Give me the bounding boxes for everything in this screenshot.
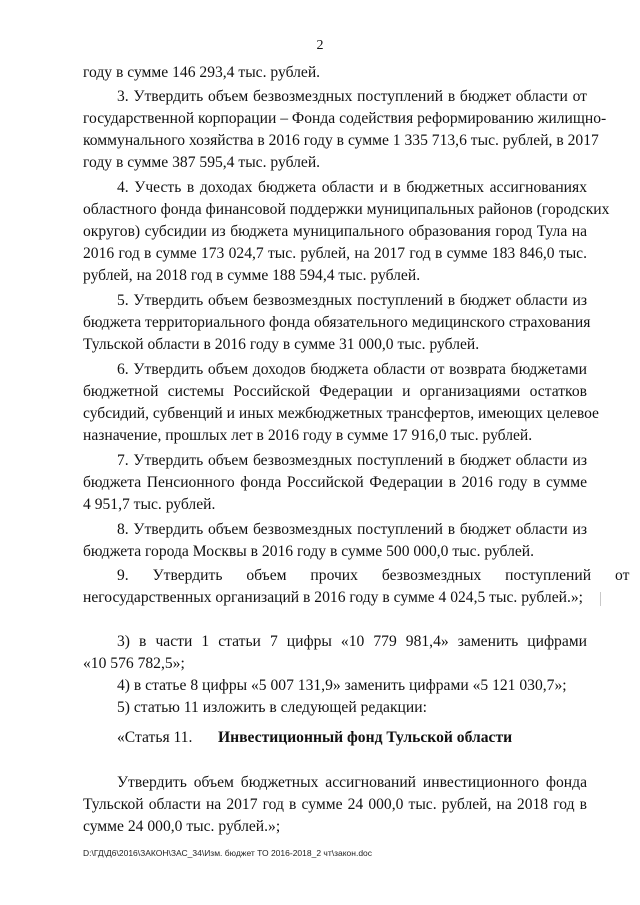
- text-line: 4. Учесть в доходах бюджета области и в бюджетных ассигнованиях: [117, 179, 587, 196]
- page-number: 2: [316, 38, 324, 53]
- text-line: бюджета территориального фонда обязательного медицинского страхования: [83, 314, 591, 331]
- text-line: рублей, на 2018 год в сумме 188 594,4 тыс. рублей.: [83, 267, 421, 284]
- text-line: 8. Утвердить объем безвозмездных поступлений в бюджет области из: [117, 521, 587, 538]
- text-line: 2016 год в сумме 173 024,7 тыс. рублей, на 2017 год в сумме 183 846,0 тыс.: [83, 245, 587, 262]
- text-line: негосударственных организаций в 2016 году в сумме 4 024,5 тыс. рублей.»;: [83, 589, 583, 606]
- text-line: 3. Утвердить объем безвозмездных поступлений в бюджет области от: [117, 88, 587, 105]
- article-title: Инвестиционный фонд Тульской области: [218, 729, 513, 746]
- scan-mark: [600, 592, 601, 606]
- text-line: бюджета города Москвы в 2016 году в сумме 500 000,0 тыс. рублей.: [83, 543, 535, 560]
- text-line: сумме 24 000,0 тыс. рублей.»;: [83, 818, 281, 835]
- text-line: назначение, прошлых лет в 2016 году в сумме 17 916,0 тыс. рублей.: [83, 427, 533, 444]
- article-number: «Статья 11.: [117, 729, 193, 746]
- text-line: 5. Утвердить объем безвозмездных поступлений в бюджет области из: [117, 292, 587, 309]
- text-line: 4 951,7 тыс. рублей.: [83, 496, 216, 513]
- text-line: областного фонда финансовой поддержки муниципальных районов (городских: [83, 201, 610, 218]
- file-path-footer: D:\ГД\Д6\2016\ЗАКОН\ЗАС_34\Изм. бюджет ТО 2016-2018_2 чт\закон.doc: [83, 848, 373, 858]
- text-line: государственной корпорации – Фонда содействия реформированию жилищно-: [83, 110, 607, 127]
- text-line: году в сумме 387 595,4 тыс. рублей.: [83, 154, 321, 171]
- text-line: бюджетной системы Российской Федерации и организациями остатков: [83, 383, 587, 400]
- text-line: бюджета Пенсионного фонда Российской Федерации в 2016 году в сумме: [83, 474, 587, 491]
- text-line: Тульской области в 2016 году в сумме 31 000,0 тыс. рублей.: [83, 336, 480, 353]
- text-line: «10 576 782,5»;: [83, 655, 185, 672]
- text-line: 6. Утвердить объем доходов бюджета области от возврата бюджетами: [117, 361, 587, 378]
- text-line: субсидий, субвенций и иных межбюджетных трансфертов, имеющих целевое: [83, 405, 599, 422]
- text-line: Тульской области на 2017 год в сумме 24 000,0 тыс. рублей, на 2018 год в: [83, 796, 587, 813]
- text-line: 5) статью 11 изложить в следующей редакции:: [117, 699, 427, 716]
- text-line: 9. Утвердить объем прочих безвозмездных поступлений от: [117, 567, 630, 584]
- text-line: 4) в статье 8 цифры «5 007 131,9» заменить цифрами «5 121 030,7»;: [117, 677, 567, 694]
- text-line: году в сумме 146 293,4 тыс. рублей.: [83, 64, 321, 81]
- text-line: Утвердить объем бюджетных ассигнований инвестиционного фонда: [117, 774, 587, 791]
- text-line: коммунального хозяйства в 2016 году в сумме 1 335 713,6 тыс. рублей, в 2017: [83, 132, 599, 149]
- text-line: 7. Утвердить объем безвозмездных поступлений в бюджет области из: [117, 452, 587, 469]
- text-line: 3) в части 1 статьи 7 цифры «10 779 981,4» заменить цифрами: [117, 633, 587, 650]
- text-line: округов) субсидии из бюджета муниципального образования город Тула на: [83, 223, 587, 240]
